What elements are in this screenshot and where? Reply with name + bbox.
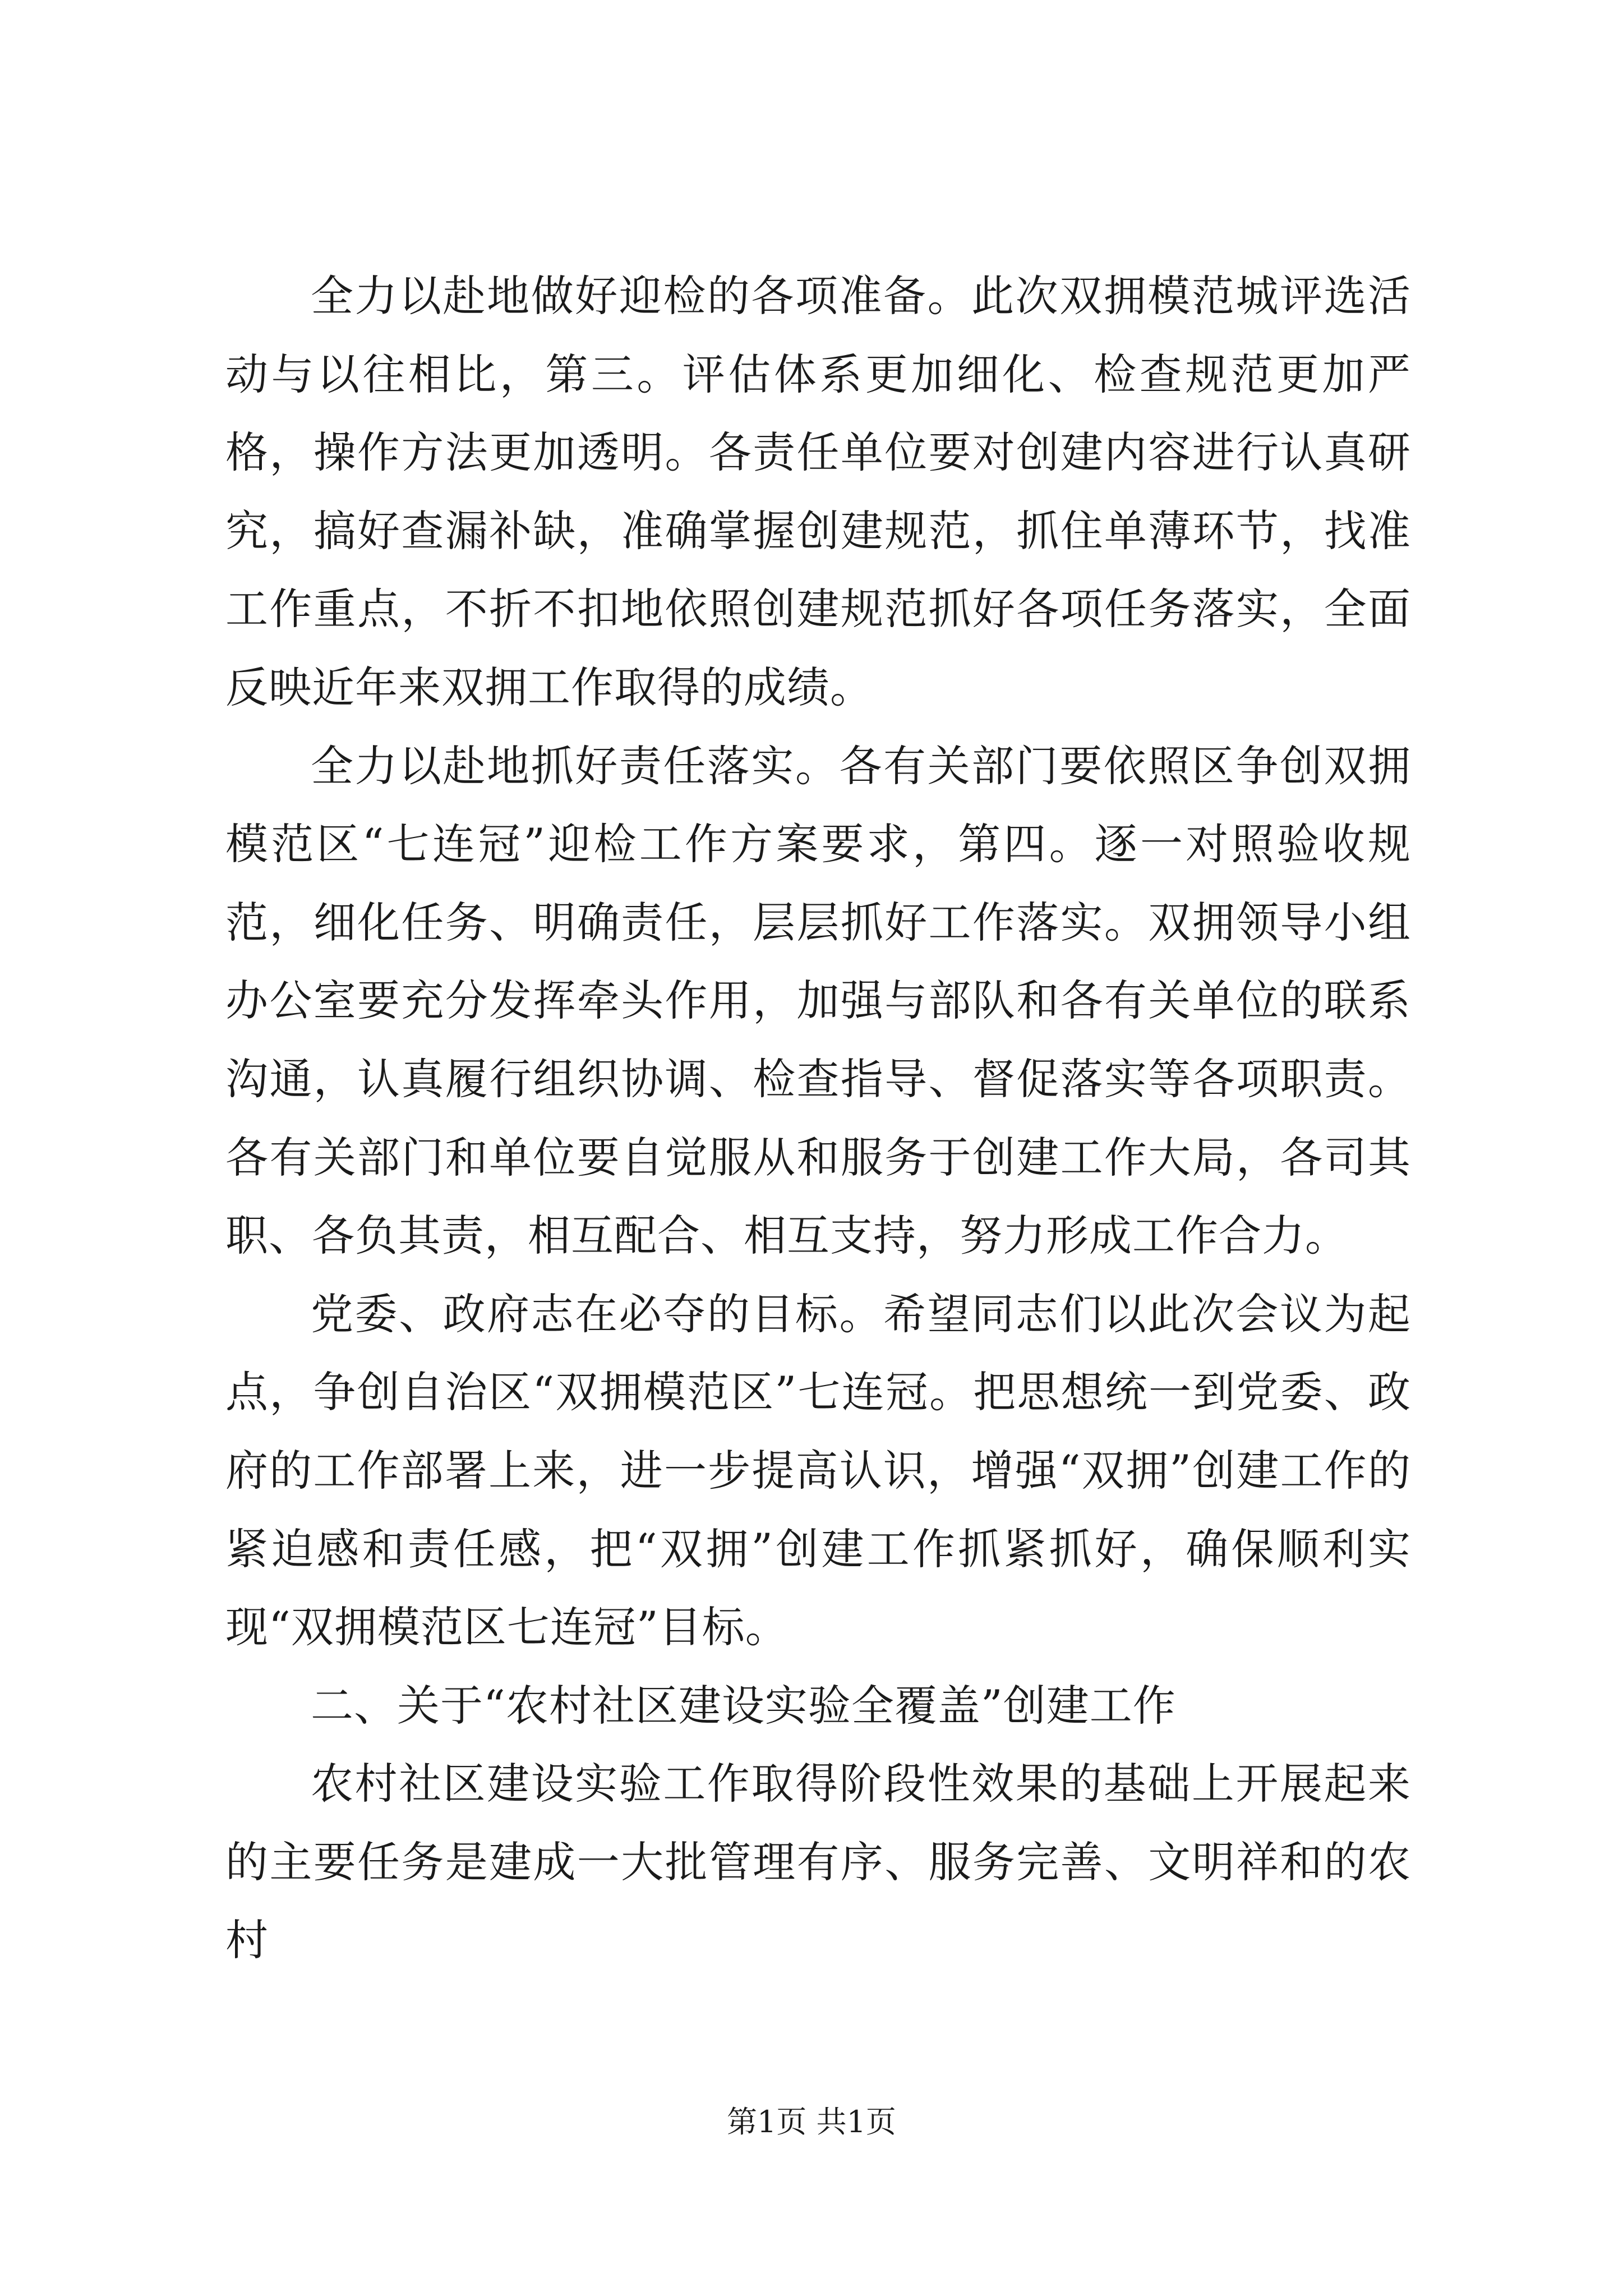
document-body xyxy=(225,257,1411,1980)
section-heading: 二、关于“农村社区建设实验全覆盖”创建工作 xyxy=(311,1680,1176,1731)
paragraph-prepare-inspection: 全力以赴地做好迎检的各项准备。此次双拥模范城评选活动与以往相比，第三。评估体系更加细化、检查规范更加严格，操作方法更加透明。各责任单位要对创建内容进行认真研究，搞好查漏补缺，准确掌握创建规范，抓住单薄环节，找准工作重点，不折不扣地依照创建规范抓好各项任务落实，全面反映近年来双拥工作取得的成绩。 xyxy=(225,271,1411,712)
page-footer: 第1页 共1页 xyxy=(727,2104,896,2139)
paragraph-responsibility: 全力以赴地抓好责任落实。各有关部门要依照区争创双拥模范区“七连冠”迎检工作方案要求，第四。逐一对照验收规范，细化任务、明确责任，层层抓好工作落实。双拥领导小组办公室要充分发挥牵头作用，加强与部队和各有关单位的联系沟通，认真履行组织协调、检查指导、督促落实等各项职责。各有关部门和单位要自觉服从和服务于创建工作大局，各司其职、各负其责，相互配合、相互支持，努力形成工作合力。 xyxy=(225,740,1411,1261)
paragraph-goal: 党委、政府志在必夺的目标。希望同志们以此次会议为起点，争创自治区“双拥模范区”七连冠。把思想统一到党委、政府的工作部署上来，进一步提高认识，增强“双拥”创建工作的紧迫感和责任感，把“双拥”创建工作抓紧抓好，确保顺利实现“双拥模范区七连冠”目标。 xyxy=(225,1289,1411,1653)
paragraph-rural-community: 农村社区建设实验工作取得阶段性效果的基础上开展起来的主要任务是建成一大批管理有序、服务完善、文明祥和的农村 xyxy=(225,1759,1411,1966)
